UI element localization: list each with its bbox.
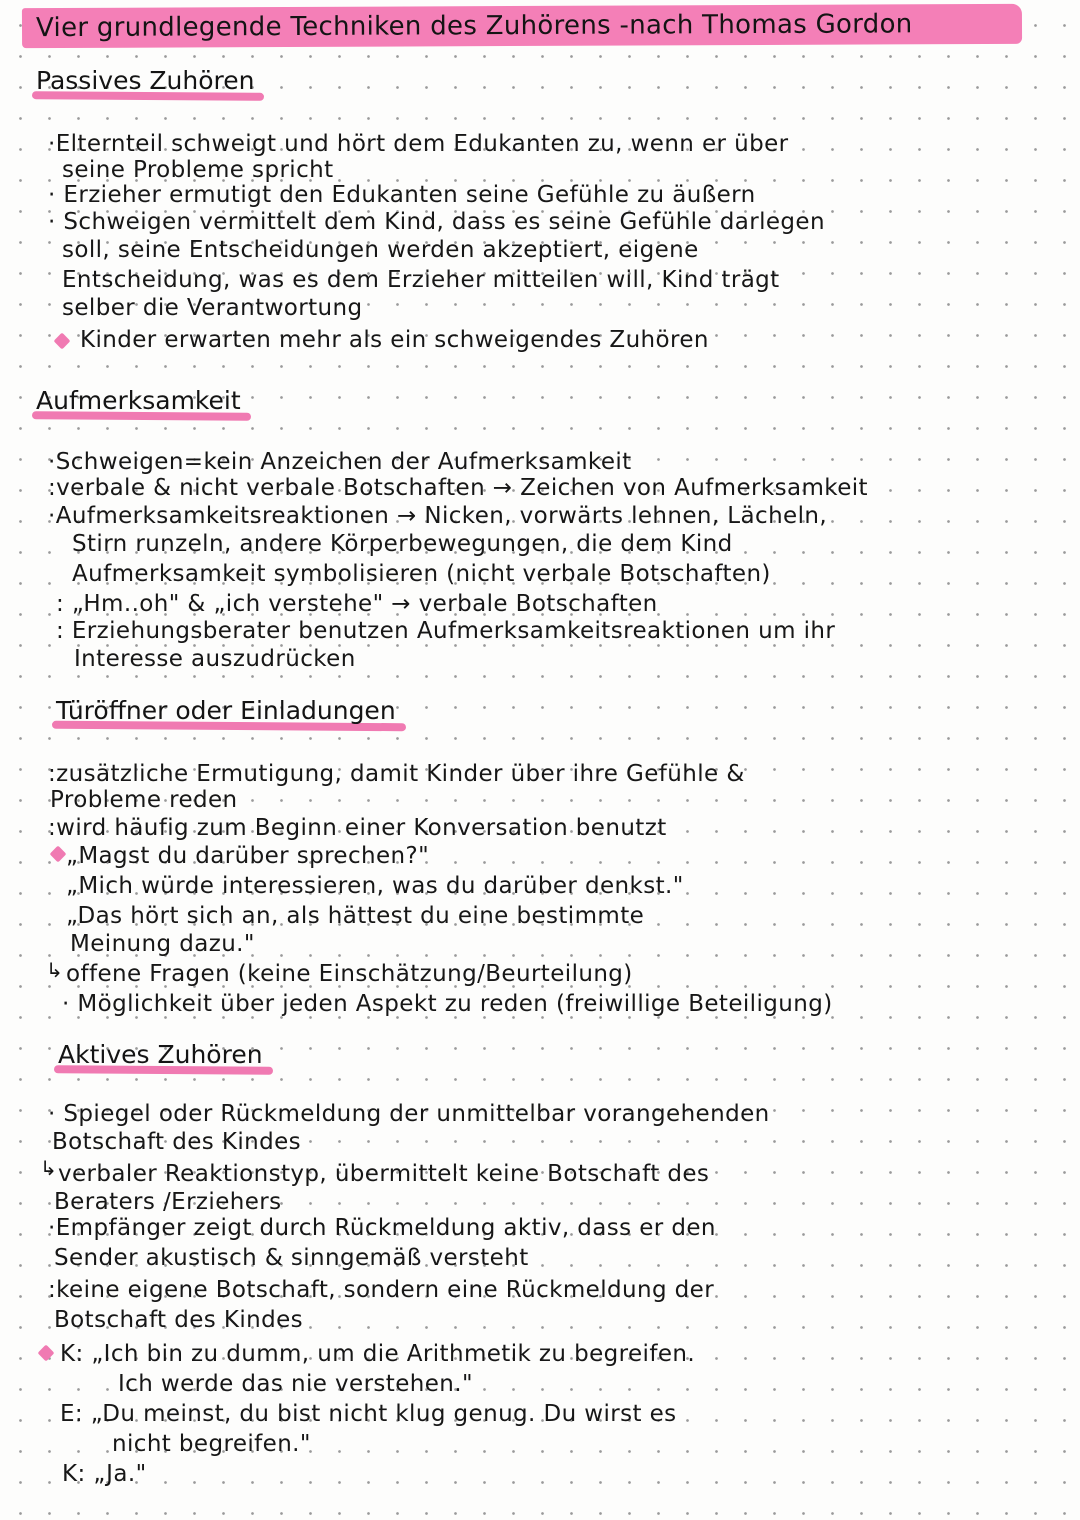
section-heading-tueroeffner: Türöffner oder Einladungen	[54, 696, 402, 727]
text-line: Botschaft des Kindes	[54, 1307, 304, 1333]
text-line: Botschaft des Kindes	[52, 1129, 302, 1155]
text-line: selber die Verantwortung	[62, 295, 363, 321]
text-line: : Erziehungsberater benutzen Aufmerksamkeitsreaktionen um ihr	[56, 618, 836, 644]
section-heading-passives-zuhoeren: Passives Zuhören	[34, 66, 260, 97]
text-line: ·Schweigen=kein Anzeichen der Aufmerksamkeit	[48, 449, 632, 475]
dialogue-line: K: „Ich bin zu dumm, um die Arithmetik zu begreifen.	[60, 1341, 696, 1367]
dialogue-line: Ich werde das nie verstehen."	[118, 1371, 473, 1397]
text-line: Stirn runzeln, andere Körperbewegungen, die dem Kind	[72, 531, 733, 557]
text-line: Beraters /Erziehers	[54, 1189, 282, 1215]
pink-bullet-icon	[54, 333, 71, 350]
text-line: seine Probleme spricht	[62, 157, 334, 183]
text-line: ·Empfänger zeigt durch Rückmeldung aktiv, dass er den	[48, 1215, 716, 1241]
text-line: Sender akustisch & sinngemäß versteht	[54, 1245, 529, 1271]
text-line: offene Fragen (keine Einschätzung/Beurteilung)	[66, 961, 633, 987]
text-line: :keine eigene Botschaft, sondern eine Rückmeldung der	[48, 1277, 715, 1303]
text-line: verbaler Reaktionstyp, übermittelt keine Botschaft des	[58, 1161, 710, 1187]
section-heading-aktives-zuhoeren: Aktives Zuhören	[56, 1040, 269, 1071]
dialogue-line: nicht begreifen."	[112, 1431, 311, 1457]
text-line: :wird häufig zum Beginn einer Konversation benutzt	[48, 815, 667, 841]
quote-line: „Das hört sich an, als hättest du eine bestimmte	[66, 903, 645, 929]
quote-line: „Magst du darüber sprechen?"	[66, 843, 430, 869]
return-arrow-icon: ↳	[46, 958, 63, 982]
quote-line: Meinung dazu."	[70, 931, 255, 957]
text-line: · Möglichkeit über jeden Aspekt zu reden (freiwillige Beteiligung)	[62, 991, 833, 1017]
text-line: :zusätzliche Ermutigung, damit Kinder über ihre Gefühle &	[48, 761, 745, 787]
page-title: Vier grundlegende Techniken des Zuhörens -nach Thomas Gordon	[35, 9, 913, 44]
text-line: Kinder erwarten mehr als ein schweigendes Zuhören	[80, 327, 709, 353]
text-line: · Spiegel oder Rückmeldung der unmittelbar vorangehenden	[48, 1101, 770, 1127]
text-line: Aufmerksamkeit symbolisieren (nicht verbale Botschaften)	[72, 561, 771, 587]
text-line: · Schweigen vermittelt dem Kind, dass es seine Gefühle darlegen	[48, 209, 825, 235]
text-line: ·Elternteil schweigt und hört dem Edukanten zu, wenn er über	[48, 131, 789, 157]
text-line: Probleme reden	[50, 787, 238, 813]
pink-bullet-icon	[50, 846, 67, 863]
text-line: Entscheidung, was es dem Erzieher mitteilen will, Kind trägt	[62, 267, 780, 293]
text-line: Interesse auszudrücken	[74, 646, 356, 672]
section-heading-aufmerksamkeit: Aufmerksamkeit	[34, 386, 247, 417]
text-line: · Erzieher ermutigt den Edukanten seine Gefühle zu äußern	[48, 182, 756, 208]
text-line: :verbale & nicht verbale Botschaften → Zeichen von Aufmerksamkeit	[48, 475, 868, 501]
page-title-highlight	[22, 4, 1022, 48]
text-line: soll, seine Entscheidungen werden akzeptiert, eigene	[62, 237, 699, 263]
return-arrow-icon: ↳	[40, 1156, 57, 1180]
pink-bullet-icon	[38, 1345, 55, 1362]
dialogue-line: E: „Du meinst, du bist nicht klug genug. Du wirst es	[60, 1401, 677, 1427]
dialogue-line: K: „Ja."	[62, 1461, 147, 1487]
text-line: ·Aufmerksamkeitsreaktionen → Nicken, vorwärts lehnen, Lächeln,	[48, 503, 828, 529]
quote-line: „Mich würde interessieren, was du darüber denkst."	[66, 873, 684, 899]
text-line: : „Hm..oh" & „ich verstehe" → verbale Botschaften	[56, 591, 658, 617]
